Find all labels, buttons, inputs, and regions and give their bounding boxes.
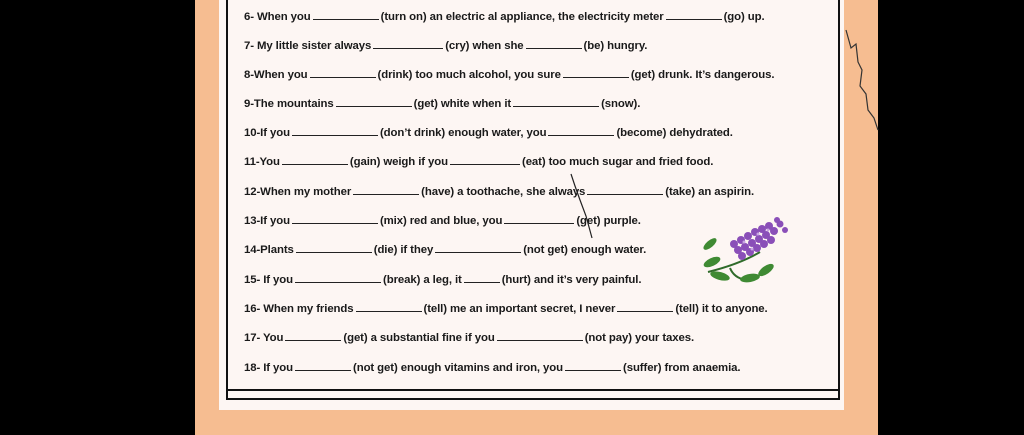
exercise-item (244, 243, 646, 256)
answer-blank[interactable] (292, 126, 378, 136)
answer-blank[interactable] (292, 214, 378, 224)
item-middle: (break) a leg, it (383, 274, 462, 286)
item-start: 9-The mountains (244, 98, 334, 110)
answer-blank[interactable] (310, 68, 376, 78)
item-end: (suffer) from anaemia. (623, 362, 741, 374)
item-end: (get) drunk. It’s dangerous. (630, 69, 775, 81)
answer-blank[interactable] (296, 243, 372, 253)
item-middle: (mix) red and blue, you (379, 215, 503, 227)
answer-blank[interactable] (497, 331, 583, 341)
item-start: 8-When you (244, 69, 308, 81)
exercise-item (244, 185, 754, 198)
item-middle: (have) a toothache, she always (421, 186, 586, 198)
exercise-item (244, 39, 647, 52)
item-start: 10-If you (244, 127, 290, 139)
answer-blank[interactable] (282, 155, 348, 165)
item-end: (eat) too much sugar and fried food. (522, 156, 714, 168)
exercise-item (244, 331, 694, 344)
item-start: 6- When you (244, 11, 311, 23)
exercise-item (244, 68, 774, 81)
item-middle: (drink) too much alcohol, you sure (377, 69, 561, 81)
answer-blank[interactable] (295, 361, 351, 371)
item-middle: (die) if they (373, 244, 434, 256)
item-middle: (gain) weigh if you (349, 156, 448, 168)
item-start: 7- My little sister always (244, 40, 372, 52)
answer-blank[interactable] (336, 97, 412, 107)
exercise-item (244, 10, 765, 23)
answer-blank[interactable] (313, 10, 379, 20)
item-end: (get) purple. (576, 215, 641, 227)
item-end: (snow). (601, 98, 641, 110)
answer-blank[interactable] (526, 39, 582, 49)
item-middle: (cry) when she (445, 40, 524, 52)
exercise-item (244, 302, 768, 315)
exercise-list (244, 0, 834, 390)
answer-blank[interactable] (450, 155, 520, 165)
item-start: 15- If you (244, 274, 294, 286)
answer-blank[interactable] (353, 185, 419, 195)
item-middle: (turn on) an electric al appliance, the electricity meter (380, 11, 664, 23)
answer-blank[interactable] (356, 302, 422, 312)
item-middle: (get) a substantial fine if you (343, 332, 495, 344)
answer-blank[interactable] (513, 97, 599, 107)
answer-blank[interactable] (295, 273, 381, 283)
item-start: 16- When my friends (244, 303, 354, 315)
lilac-flower-icon (700, 214, 800, 286)
item-end: (hurt) and it’s very painful. (501, 274, 642, 286)
answer-blank[interactable] (435, 243, 521, 253)
answer-blank[interactable] (563, 68, 629, 78)
answer-blank[interactable] (587, 185, 663, 195)
exercise-item (244, 214, 641, 227)
item-middle: (not get) enough vitamins and iron, you (353, 362, 564, 374)
answer-blank[interactable] (285, 331, 341, 341)
item-middle: (tell) me an important secret, I never (423, 303, 616, 315)
answer-blank[interactable] (565, 361, 621, 371)
item-start: 14-Plants (244, 244, 294, 256)
exercise-item (244, 361, 740, 374)
exercise-item (244, 97, 640, 110)
answer-blank[interactable] (464, 273, 500, 283)
item-end: (not get) enough water. (523, 244, 647, 256)
item-start: 17- You (244, 332, 284, 344)
exercise-item (244, 126, 733, 139)
item-end: (be) hungry. (583, 40, 648, 52)
item-start: 11-You (244, 156, 280, 168)
item-start: 18- If you (244, 362, 294, 374)
answer-blank[interactable] (548, 126, 614, 136)
item-start: 13-If you (244, 215, 290, 227)
answer-blank[interactable] (617, 302, 673, 312)
item-start: 12-When my mother (244, 186, 352, 198)
item-end: (go) up. (723, 11, 765, 23)
item-end: (take) an aspirin. (665, 186, 755, 198)
item-end: (tell) it to anyone. (675, 303, 768, 315)
exercise-item (244, 273, 641, 286)
exercise-item (244, 155, 713, 168)
item-end: (become) dehydrated. (616, 127, 733, 139)
answer-blank[interactable] (373, 39, 443, 49)
item-end: (not pay) your taxes. (584, 332, 695, 344)
item-middle: (get) white when it (413, 98, 512, 110)
answer-blank[interactable] (666, 10, 722, 20)
item-middle: (don’t drink) enough water, you (379, 127, 547, 139)
answer-blank[interactable] (504, 214, 574, 224)
